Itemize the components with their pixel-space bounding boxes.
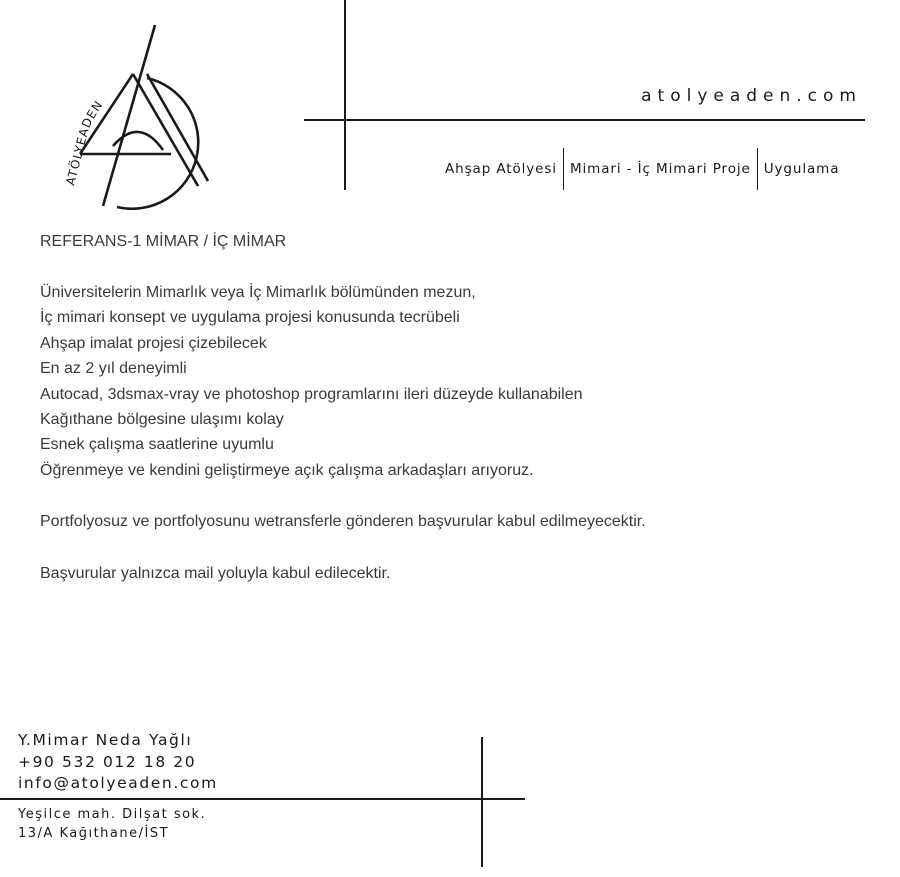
requirement-item: Kağıthane bölgesine ulaşımı kolay	[40, 411, 284, 429]
address-block	[18, 805, 206, 843]
footer-horizontal-line	[0, 798, 525, 800]
requirement-item: Ahşap imalat projesi çizebilecek	[40, 334, 267, 352]
requirement-item: Autocad, 3dsmax-vray ve photoshop programlarını ileri düzeyde kullanabilen	[40, 385, 583, 403]
services-bar	[445, 148, 839, 190]
website-url[interactable]: atolyeaden.com	[641, 86, 862, 106]
header-vertical-line	[344, 0, 346, 190]
job-posting	[40, 231, 870, 585]
service-application: Uygulama	[757, 148, 840, 190]
service-wood-workshop: Ahşap Atölyesi	[445, 161, 557, 177]
application-note: Başvurular yalnızca mail yoluyla kabul edilecektir.	[40, 565, 391, 583]
service-architecture-project: Mimari - İç Mimari Proje	[563, 148, 757, 190]
contact-name: Y.Mimar Neda Yağlı	[18, 731, 193, 749]
footer-vertical-line	[481, 737, 483, 867]
contact-block	[18, 730, 218, 795]
posting-heading: REFERANS-1 MİMAR / İÇ MİMAR	[40, 233, 287, 250]
requirement-item: Üniversitelerin Mimarlık veya İç Mimarlık bölümünden mezun,	[40, 284, 476, 301]
portfolio-note: Portfolyosuz ve portfolyosunu wetransferle gönderen başvurular kabul edilmeyecektir.	[40, 513, 646, 531]
svg-text:ATÖLYEADEN	[63, 98, 105, 187]
header-horizontal-line	[304, 119, 865, 121]
logo-wordmark: ATÖLYEADEN	[63, 97, 106, 187]
requirement-item: En az 2 yıl deneyimli	[40, 360, 187, 378]
requirement-item: Esnek çalışma saatlerine uyumlu	[40, 436, 274, 454]
address-line: Yeşilce mah. Dilşat sok.	[18, 807, 207, 822]
requirement-item: İç mimari konsept ve uygulama projesi konusunda tecrübeli	[40, 309, 460, 327]
requirement-item: Öğrenmeye ve kendini geliştirmeye açık çalışma arkadaşları arıyoruz.	[40, 461, 534, 479]
contact-phone[interactable]: +90 532 012 18 20	[18, 752, 197, 771]
address-line: 13/A Kağıthane/İST	[18, 826, 170, 841]
contact-email[interactable]: info@atolyeaden.com	[18, 774, 218, 792]
triangle-circle-monogram-logo-icon	[80, 25, 208, 209]
requirements-list	[40, 280, 870, 483]
atolyeaden-logo	[55, 20, 235, 210]
